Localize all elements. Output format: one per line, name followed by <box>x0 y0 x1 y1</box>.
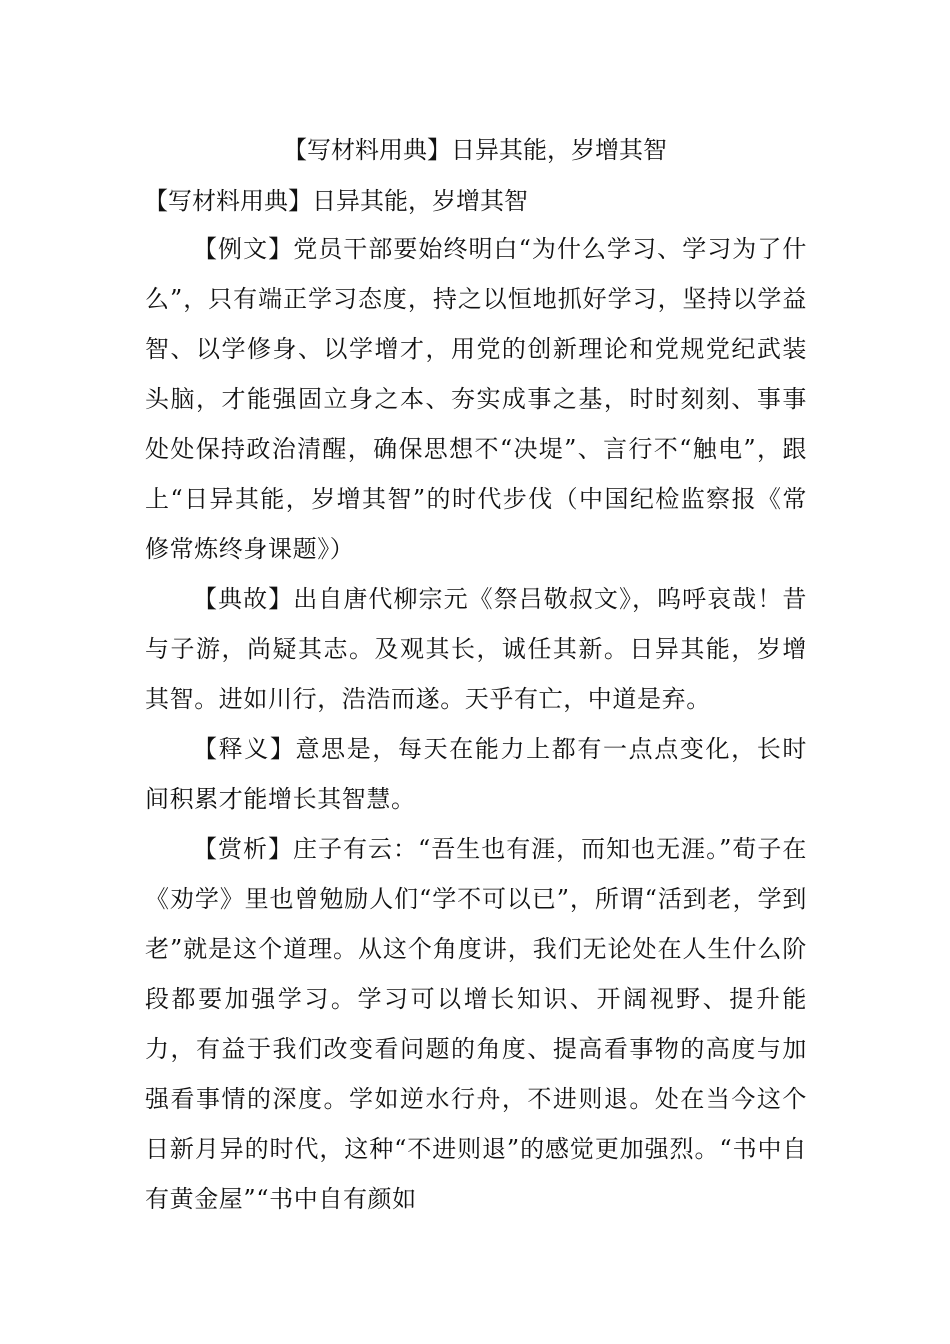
paragraph-appreciation <box>145 824 807 1224</box>
document-subtitle: 【写材料用典】日异其能，岁增其智 <box>144 187 528 215</box>
paragraph-example <box>145 224 807 574</box>
document-body <box>145 224 807 1224</box>
paragraph-text: 意思是，每天在能力上都有一点点变化，长时间积累才能增长其智慧。 <box>145 735 808 813</box>
paragraph-tag: 【典故】 <box>193 585 294 613</box>
document-title: 【写材料用典】日异其能，岁增其智 <box>283 136 667 164</box>
paragraph-text: 党员干部要始终明白“为什么学习、学习为了什么”，只有端正学习态度，持之以恒地抓好学习，坚持以学益智、以学修身、以学增才，用党的创新理论和党规党纪武装头脑，才能强固立身之本、夯实成事之基，时时刻刻、事事处处保持政治清醒，确保思想不“决堤”、言行不“触电”，跟上“日异其能，岁增其智”的时代步伐（中国纪检监察报《常修常炼终身课题》） <box>145 235 807 563</box>
paragraph-text: 庄子有云：“吾生也有涯，而知也无涯。”荀子在《劝学》里也曾勉励人们“学不可以已”，所谓“活到老，学到老”就是这个道理。从这个角度讲，我们无论处在人生什么阶段都要加强学习。学习可以增长知识、开阔视野、提升能力，有益于我们改变看问题的角度、提高看事物的高度与加强看事情的深度。学如逆水行舟，不进则退。处在当今这个日新月异的时代，这种“不进则退”的感觉更加强烈。“书中自有黄金屋”“书中自有颜如 <box>145 835 807 1213</box>
paragraph-allusion <box>145 574 807 724</box>
paragraph-meaning <box>145 724 807 824</box>
paragraph-tag: 【赏析】 <box>193 835 293 863</box>
paragraph-tag: 【例文】 <box>193 235 294 263</box>
paragraph-tag: 【释义】 <box>193 735 296 763</box>
paragraph-text: 出自唐代柳宗元《祭吕敬叔文》，呜呼哀哉！昔与子游，尚疑其志。及观其长，诚任其新。日异其能，岁增其智。进如川行，浩浩而遂。天乎有亡，中道是弃。 <box>145 585 807 713</box>
